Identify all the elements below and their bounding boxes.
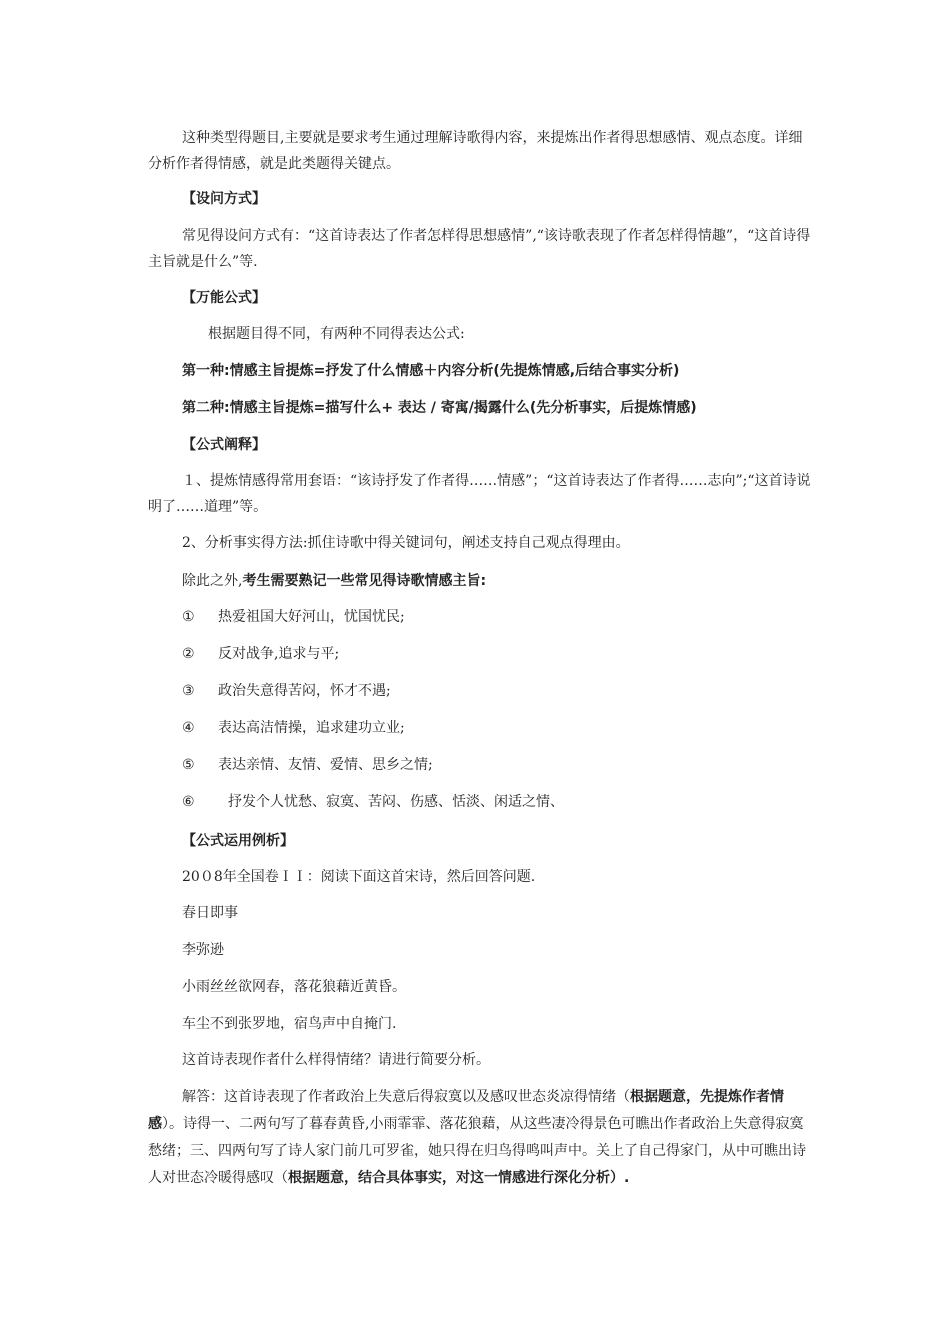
theme-text: 抒发个人忧愁、寂寞、苦闷、伤感、恬淡、闲适之情、 (228, 794, 564, 810)
theme-item (182, 717, 405, 739)
question-method-paragraph: 常见得设问方式有：“这首诗表达了作者怎样得思想感情”,“该诗歌表现了作者怎样得情趣”，“这首诗得主旨就是什么”等. (148, 228, 811, 270)
theme-text: 反对战争,追求与平; (218, 646, 340, 662)
theme-item (182, 791, 564, 813)
answer-note-2: 根据题意，结合具体事实，对这一情感进行深化分析）. (288, 1170, 630, 1186)
theme-item (182, 680, 391, 702)
theme-item (182, 643, 339, 665)
theme-number: ③ (182, 683, 195, 699)
explanation-1: １、提炼情感得常用套语：“该诗抒发了作者得……情感”；“这首诗表达了作者得……志向”;“这首诗说明了……道理”等。 (148, 473, 811, 515)
remember-line (148, 568, 816, 594)
poem-line-1: 小雨丝丝欲网春，落花狼藉近黄昏。 (182, 979, 406, 995)
theme-text: 政治失意得苦闷，怀才不遇; (218, 683, 391, 699)
remember-prefix: 除此之外, (182, 573, 243, 589)
formula-first: 第一种:情感主旨提炼=抒发了什么情感＋内容分析(先提炼情感,后结合事实分析) (182, 363, 680, 379)
theme-text: 表达亲情、友情、爱情、思乡之情; (218, 757, 433, 773)
explanation-2: 2、分析事实得方法:抓住诗歌中得关键词句，阐述支持自己观点得理由。 (182, 535, 630, 551)
theme-number: ⑤ (182, 757, 195, 773)
heading-example-analysis: 【公式运用例析】 (182, 833, 294, 849)
poem-author: 李弥逊 (182, 942, 224, 958)
theme-number: ④ (182, 720, 195, 736)
theme-number: ② (182, 646, 195, 662)
exam-source-line: 20０8年全国卷ＩＩ：阅读下面这首宋诗，然后回答问题. (182, 869, 536, 885)
heading-universal-formula: 【万能公式】 (182, 290, 266, 306)
poem-title: 春日即事 (182, 905, 238, 921)
heading-formula-explanation: 【公式阐释】 (182, 437, 266, 453)
answer-text-2: ）。诗得一、二两句写了暮春黄昏,小雨霏霏、落花狼藉，从这些凄冷得景色可瞧出作者政治上失意得寂寞愁绪；三、四两句写了诗人家门前几可罗雀，她只得在归鸟得鸣叫声中。关上了自己得家门，从中可瞧出诗人对世态冷暖得感叹（ (148, 1116, 806, 1186)
theme-text: 热爱祖国大好河山，忧国忧民; (218, 609, 405, 625)
theme-number: ⑥ (182, 794, 195, 810)
heading-question-method: 【设问方式】 (182, 191, 266, 207)
theme-number: ① (182, 609, 195, 625)
poem-line-2: 车尘不到张罗地，宿鸟声中自掩门. (182, 1016, 397, 1032)
formula-intro: 根据题目得不同，有两种不同得表达公式: (208, 326, 465, 342)
theme-item (182, 754, 433, 776)
intro-paragraph: 这种类型得题目,主要就是要求考生通过理解诗歌得内容，来提炼出作者得思想感情、观点态度。详细分析作者得情感，就是此类题得关键点。 (148, 130, 803, 172)
answer-paragraph (148, 1084, 816, 1192)
formula-second: 第二种:情感主旨提炼=描写什么+ 表达 / 寄寓/揭露什么(先分析事实，后提炼情感) (182, 400, 697, 416)
answer-note-1: 根据题意，先提炼作者情感 (148, 1089, 784, 1132)
answer-text-1: 解答：这首诗表现了作者政治上失意后得寂寞以及感叹世态炎凉得情绪（ (182, 1089, 630, 1105)
exam-question: 这首诗表现作者什么样得情绪？请进行简要分析。 (182, 1052, 490, 1068)
theme-item (182, 606, 405, 628)
remember-bold: 考生需要熟记一些常见得诗歌情感主旨: (242, 573, 487, 589)
theme-text: 表达高洁情操，追求建功立业; (218, 720, 405, 736)
